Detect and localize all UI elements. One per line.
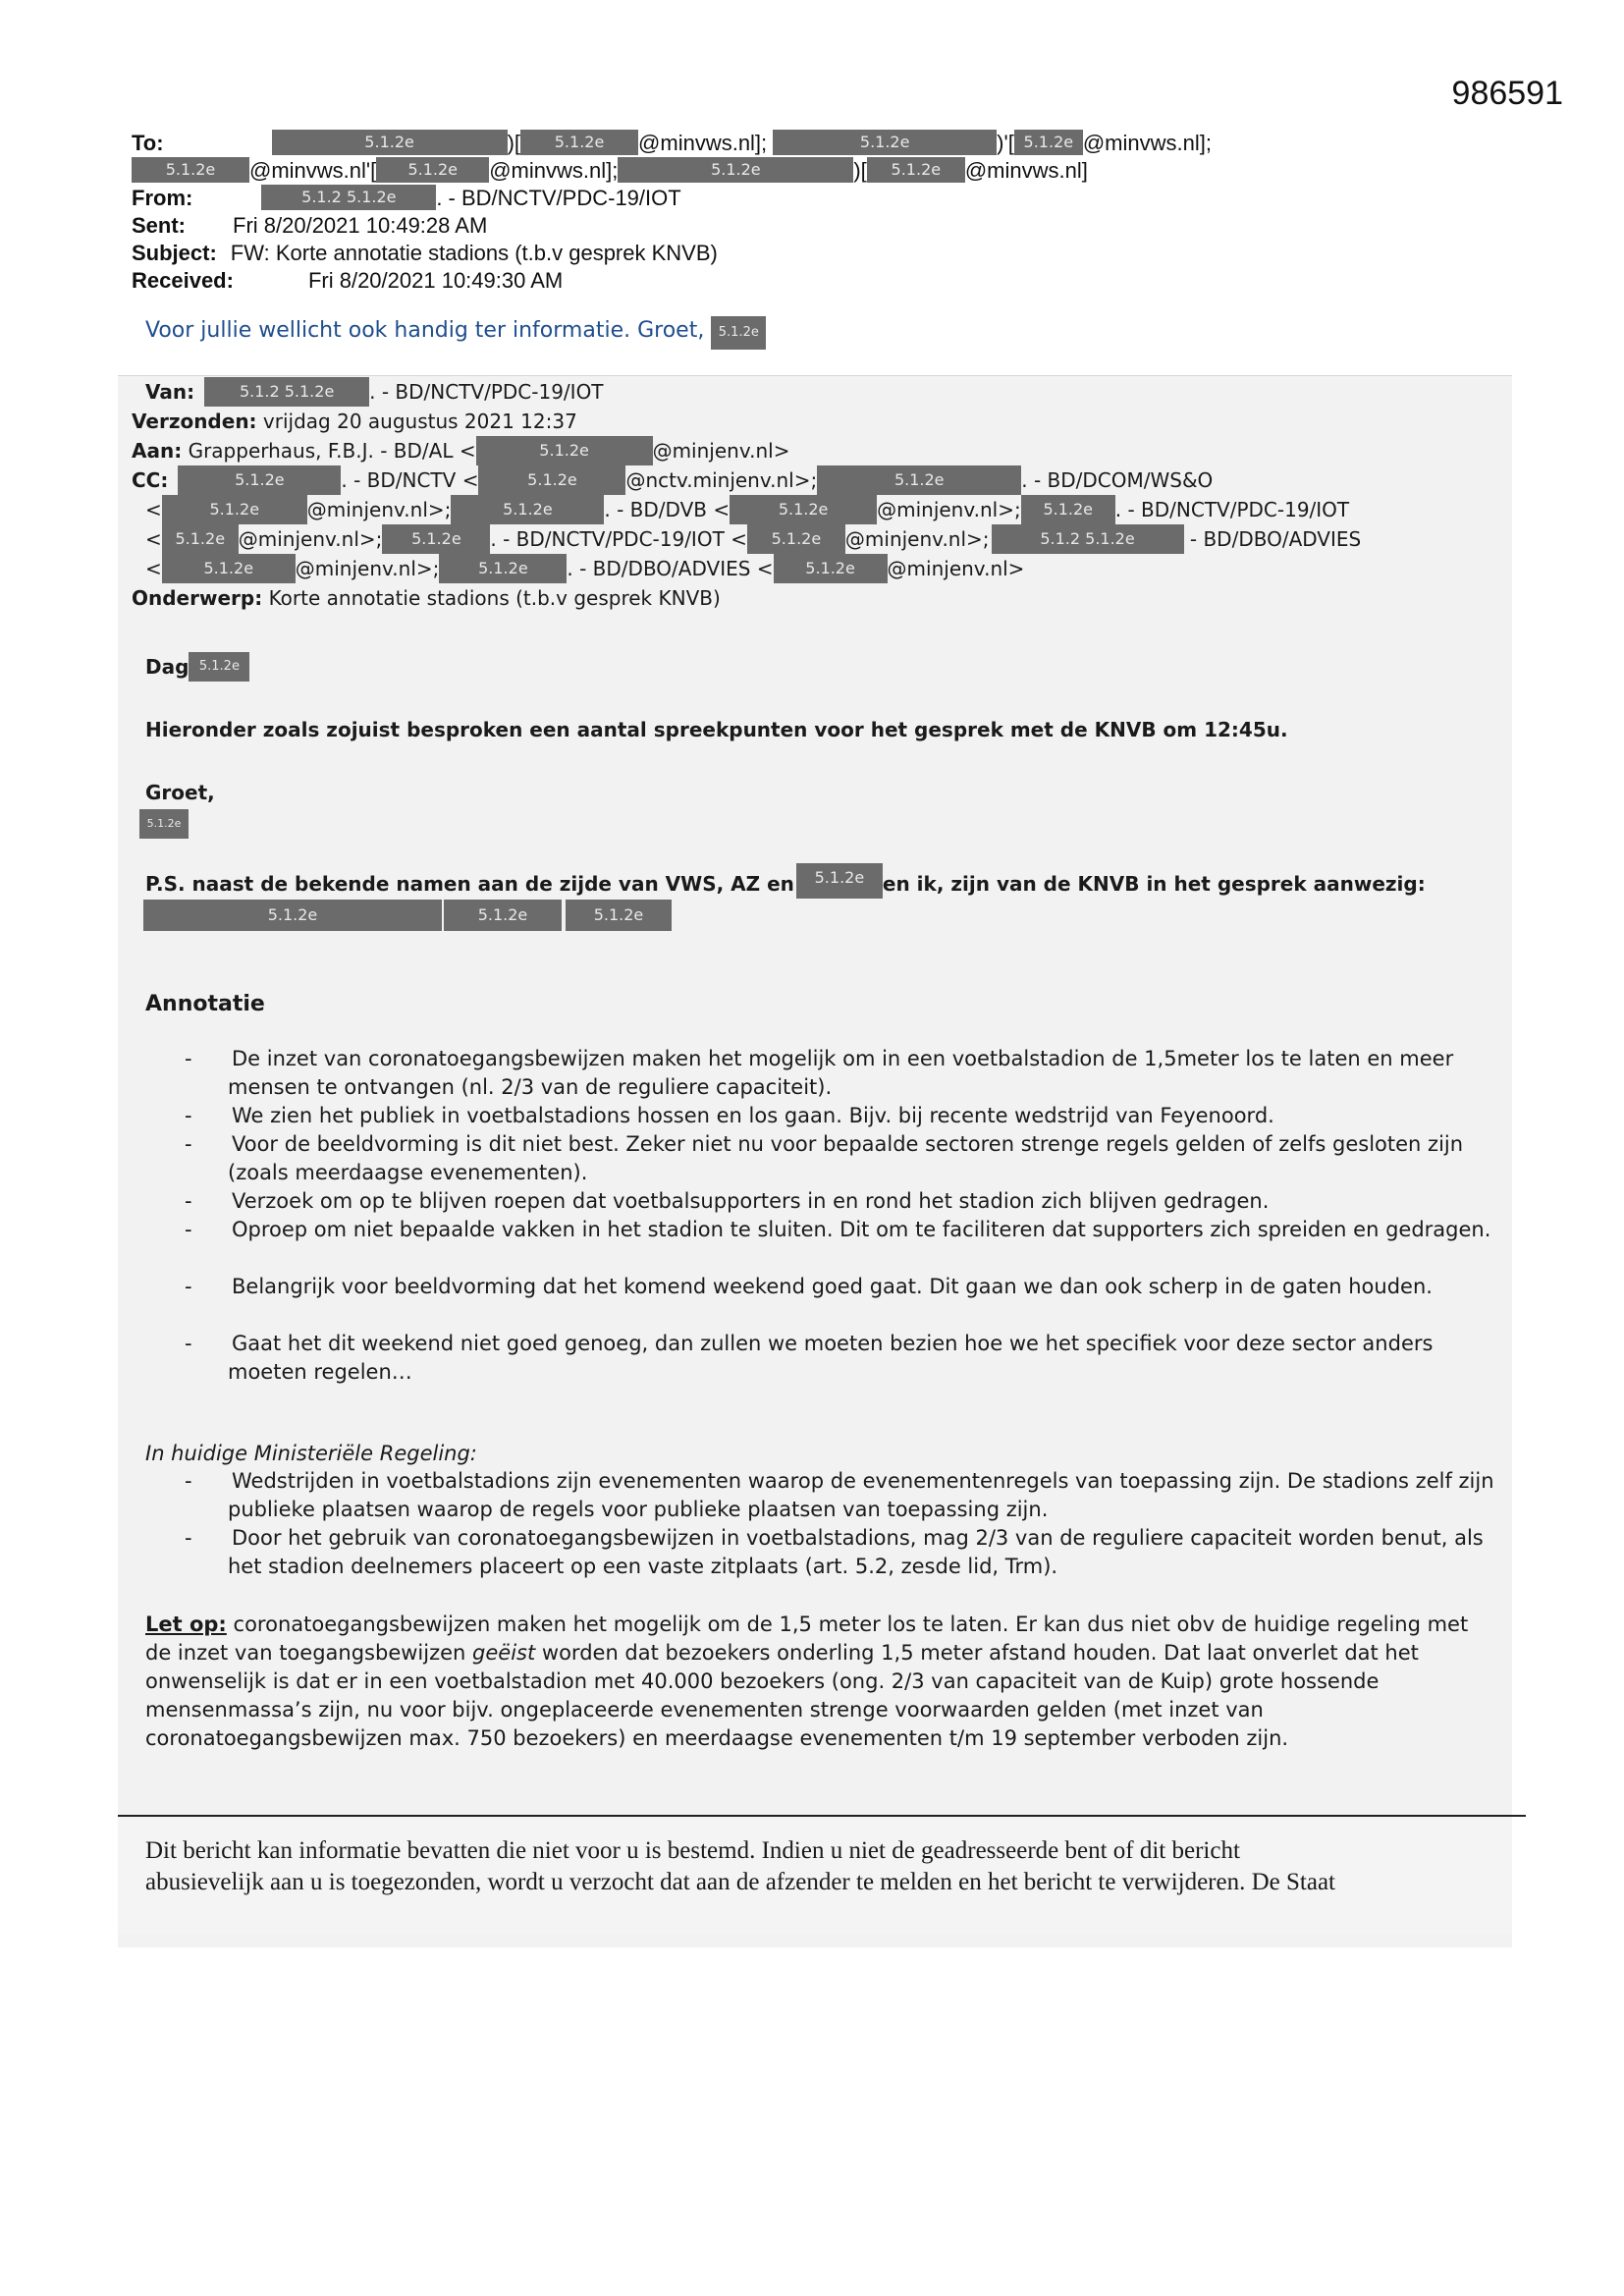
cc-text: @minjenv.nl>; bbox=[306, 498, 452, 521]
sent-label: Sent: bbox=[132, 213, 186, 238]
bullet-dash: - bbox=[185, 1047, 192, 1070]
received-value: Fri 8/20/2021 10:49:30 AM bbox=[307, 268, 564, 293]
aan-line bbox=[132, 436, 789, 465]
document-id: 986591 bbox=[1451, 75, 1563, 112]
onderwerp-label: Onderwerp: bbox=[132, 586, 263, 610]
van-label: Van: bbox=[145, 380, 195, 404]
redaction-box: 5.1.2e bbox=[796, 863, 883, 899]
list-item: Oproep om niet bepaalde vakken in het stadion te sluiten. Dit om te faciliteren dat supporters zich spreiden en gedragen. bbox=[232, 1218, 1491, 1241]
bullet-dash: - bbox=[185, 1218, 192, 1241]
cc-text: @minjenv.nl>; bbox=[238, 527, 383, 551]
to-line-2 bbox=[132, 157, 1088, 185]
to-text: @minvws.nl]; bbox=[1082, 131, 1212, 155]
cc-line-4 bbox=[145, 554, 1024, 583]
cc-line-1 bbox=[132, 465, 1213, 495]
redaction-box: 5.1.2e bbox=[272, 130, 508, 155]
redaction-box: 5.1.2e bbox=[444, 900, 562, 931]
from-value: . - BD/NCTV/PDC-19/IOT bbox=[436, 186, 681, 210]
list-item: Belangrijk voor beeldvorming dat het komend weekend goed gaat. Dit gaan we dan ook scherp in de gaten houden. bbox=[232, 1275, 1433, 1298]
cc-label: CC: bbox=[132, 468, 169, 492]
aan-label: Aan: bbox=[132, 439, 183, 463]
bullet-dash: - bbox=[185, 1275, 192, 1298]
greeting-line bbox=[145, 652, 249, 682]
cc-text: @minjenv.nl>; bbox=[877, 498, 1021, 521]
redaction-box: 5.1.2e bbox=[162, 495, 307, 524]
cc-text: . - BD/NCTV/PDC-19/IOT bbox=[1114, 498, 1350, 521]
intro-paragraph-text: Hieronder zoals zojuist besproken een aantal spreekpunten voor het gesprek met de KNVB om 12:45u. bbox=[145, 718, 1288, 741]
ps-line bbox=[145, 869, 1426, 899]
letop-paragraph bbox=[145, 1611, 1500, 1753]
ps-text: P.S. naast de bekende namen aan de zijde van VWS, AZ en bbox=[145, 872, 794, 896]
redaction-box: 5.1.2e bbox=[566, 900, 672, 931]
cc-text: @minjenv.nl>; bbox=[295, 557, 440, 580]
redaction-box: 5.1.2e bbox=[439, 554, 567, 583]
subject-value: FW: Korte annotatie stadions (t.b.v gesprek KNVB) bbox=[230, 241, 718, 265]
sent-value: Fri 8/20/2021 10:49:28 AM bbox=[233, 213, 488, 238]
onderwerp-line bbox=[132, 583, 721, 613]
list-item: Door het gebruik van coronatoegangsbewijzen in voetbalstadions, mag 2/3 van de reguliere capaciteit worden benut, als het stadion deelnemers placeert op een vaste zitplaats (art. 5.2, zesde lid, Trm). bbox=[228, 1526, 1484, 1578]
intro-paragraph bbox=[145, 715, 1288, 744]
redaction-box: 5.1.2e bbox=[520, 130, 638, 155]
list-item: We zien het publiek in voetbalstadions hossen en los gaan. Bijv. bij recente wedstrijd van Feyenoord. bbox=[232, 1104, 1274, 1127]
redaction-box: 5.1.2e bbox=[178, 465, 341, 495]
redaction-box: 5.1.2e bbox=[774, 554, 888, 583]
redaction-box: 5.1.2e bbox=[1014, 130, 1083, 155]
cc-text: < bbox=[145, 527, 162, 551]
from-label: From: bbox=[132, 186, 193, 210]
van-value: . - BD/NCTV/PDC-19/IOT bbox=[369, 380, 604, 404]
annotatie-title: Annotatie bbox=[145, 992, 265, 1016]
list-item: Voor de beeldvorming is dit niet best. Zeker niet nu voor bepaalde sectoren strenge regels gelden of zelfs gesloten zijn (zoals meerdaagse evenementen). bbox=[228, 1132, 1464, 1184]
verzonden-label: Verzonden: bbox=[132, 410, 257, 433]
to-text: )[ bbox=[507, 131, 521, 155]
bullet-dash: - bbox=[185, 1526, 192, 1550]
redaction-box: 5.1.2e bbox=[189, 652, 249, 682]
to-text: @minvws.nl] bbox=[964, 158, 1088, 183]
redaction-box: 5.1.2e bbox=[478, 465, 625, 495]
redaction-box: 5.1.2e bbox=[382, 524, 490, 554]
cc-text: @nctv.minjenv.nl>; bbox=[625, 468, 818, 492]
greeting-text: Dag bbox=[145, 655, 189, 679]
sent-line bbox=[132, 212, 487, 240]
redaction-box: 5.1.2e bbox=[162, 524, 239, 554]
disclaimer-line-1: Dit bericht kan informatie bevatten die niet voor u is bestemd. Indien u niet de geadresseerde bent of dit bericht bbox=[145, 1837, 1240, 1864]
aan-suffix: @minjenv.nl> bbox=[652, 439, 790, 463]
intro-line bbox=[145, 316, 766, 350]
redaction-box: 5.1.2e bbox=[451, 495, 604, 524]
to-text: )'[ bbox=[997, 131, 1014, 155]
redaction-box: 5.1.2e bbox=[1021, 495, 1115, 524]
redaction-box: 5.1.2e bbox=[139, 809, 189, 839]
bullet-dash: - bbox=[185, 1469, 192, 1493]
cc-text: - BD/DBO/ADVIES bbox=[1189, 527, 1362, 551]
redaction-box: 5.1.2e bbox=[132, 157, 249, 183]
cc-text: < bbox=[145, 498, 162, 521]
redaction-box: 5.1.2 5.1.2e bbox=[204, 377, 369, 407]
redaction-box: 5.1.2e bbox=[376, 157, 489, 183]
bullet-dash: - bbox=[185, 1189, 192, 1213]
cc-text: . - BD/DVB < bbox=[604, 498, 731, 521]
bullet-dash: - bbox=[185, 1104, 192, 1127]
redaction-box: 5.1.2e bbox=[711, 316, 766, 350]
redaction-box: 5.1.2e bbox=[867, 157, 965, 183]
bullet-dash: - bbox=[185, 1332, 192, 1355]
ps-text: en ik, zijn van de KNVB in het gesprek aanwezig: bbox=[882, 872, 1426, 896]
letop-text: worden dat bezoekers onderling 1,5 meter afstand houden. Dat laat onverlet dat het onwenselijk is dat er in een voetbalstadion met 40.000 bezoekers (ong. 2/3 van capaciteit van de Kuip) grote hossende mensenmassa’s zijn, nu voor bijv. ongeplaceerde evenementen strenge voorwaarden gelden (met inzet van coronatoegangsbewijzen max. 750 bezoekers) en meerdaagse evenementen t/m 19 september verboden zijn. bbox=[145, 1641, 1419, 1750]
attendees-redacted bbox=[143, 900, 672, 931]
subject-label: Subject: bbox=[132, 241, 217, 265]
cc-line-2 bbox=[145, 495, 1349, 524]
redaction-box: 5.1.2e bbox=[618, 157, 853, 183]
van-line bbox=[145, 377, 604, 407]
to-label: To: bbox=[132, 131, 164, 155]
cc-text: . - BD/NCTV < bbox=[341, 468, 479, 492]
from-line bbox=[132, 185, 681, 212]
onderwerp-value: Korte annotatie stadions (t.b.v gesprek KNVB) bbox=[268, 586, 721, 610]
to-text: )[ bbox=[853, 158, 867, 183]
closing-line bbox=[145, 778, 215, 807]
regeling-title: In huidige Ministeriële Regeling: bbox=[145, 1442, 477, 1465]
to-text: @minvws.nl]; bbox=[489, 158, 619, 183]
redaction-box: 5.1.2e bbox=[162, 554, 296, 583]
cc-line-3 bbox=[145, 524, 1361, 554]
redaction-box: 5.1.2e bbox=[730, 495, 877, 524]
to-text: @minvws.nl]; bbox=[638, 131, 768, 155]
letop-label: Let op: bbox=[145, 1613, 227, 1636]
cc-text: @minjenv.nl> bbox=[887, 557, 1025, 580]
list-item: De inzet van coronatoegangsbewijzen maken het mogelijk om in een voetbalstadion de 1,5meter los te laten en meer mensen te ontvangen (nl. 2/3 van de reguliere capaciteit). bbox=[228, 1047, 1454, 1099]
redaction-box: 5.1.2e bbox=[773, 130, 997, 155]
to-line-1 bbox=[132, 130, 1212, 157]
subject-line bbox=[132, 240, 718, 267]
received-label: Received: bbox=[132, 268, 234, 293]
bullet-dash: - bbox=[185, 1132, 192, 1156]
intro-text: Voor jullie wellicht ook handig ter informatie. Groet, bbox=[145, 318, 705, 343]
list-item: Gaat het dit weekend niet goed genoeg, dan zullen we moeten bezien hoe we het specifiek voor deze sector anders moeten regelen… bbox=[228, 1332, 1434, 1384]
verzonden-line bbox=[132, 407, 577, 436]
letop-text: coronatoegangsbewijzen maken het mogelijk om de 1,5 meter los te laten. Er kan dus niet obv de huidige regeling met de inzet van toegangsbewijzen bbox=[145, 1613, 1469, 1665]
signature-redaction bbox=[139, 809, 189, 839]
redaction-box: 5.1.2e bbox=[476, 436, 653, 465]
cc-text: . - BD/DCOM/WS&O bbox=[1021, 468, 1214, 492]
cc-text: < bbox=[145, 557, 162, 580]
letop-emphasis: geëist bbox=[472, 1641, 536, 1665]
redaction-box: 5.1.2 5.1.2e bbox=[992, 524, 1184, 554]
cc-text: . - BD/NCTV/PDC-19/IOT < bbox=[490, 527, 747, 551]
cc-text: . - BD/DBO/ADVIES < bbox=[567, 557, 774, 580]
redaction-box: 5.1.2 5.1.2e bbox=[261, 185, 436, 210]
redaction-box: 5.1.2e bbox=[143, 900, 442, 931]
redaction-box: 5.1.2e bbox=[817, 465, 1021, 495]
redaction-box: 5.1.2e bbox=[747, 524, 845, 554]
to-text: @minvws.nl'[ bbox=[249, 158, 377, 183]
verzonden-value: vrijdag 20 augustus 2021 12:37 bbox=[262, 410, 577, 433]
list-item: Wedstrijden in voetbalstadions zijn evenementen waarop de evenementenregels van toepassing zijn. De stadions zelf zijn publieke plaatsen waarop de regels voor publieke plaatsen van toepassing zijn. bbox=[228, 1469, 1494, 1521]
aan-value: Grapperhaus, F.B.J. - BD/AL < bbox=[188, 439, 476, 463]
closing-text: Groet, bbox=[145, 781, 215, 804]
disclaimer-line-2: abusievelijk aan u is toegezonden, wordt u verzocht dat aan de afzender te melden en het bericht te verwijderen. De Staat bbox=[145, 1869, 1335, 1895]
received-line bbox=[132, 267, 563, 295]
list-item: Verzoek om op te blijven roepen dat voetbalsupporters in en rond het stadion zich blijven gedragen. bbox=[232, 1189, 1270, 1213]
cc-text: @minjenv.nl>; bbox=[844, 527, 990, 551]
